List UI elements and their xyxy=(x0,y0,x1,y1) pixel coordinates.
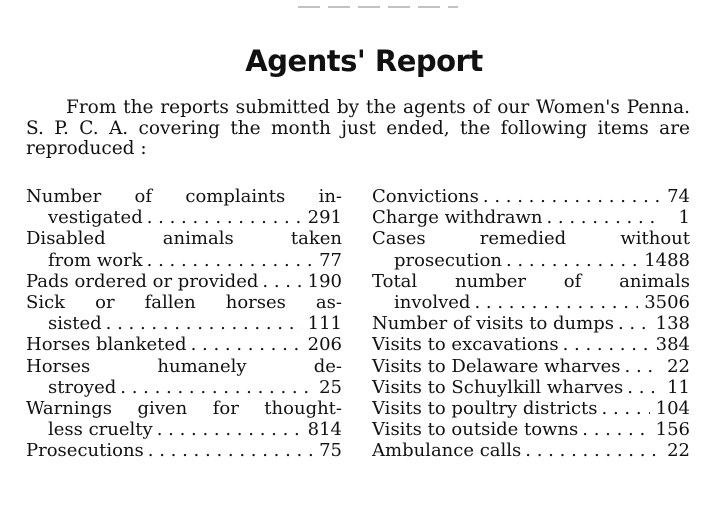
report-item-line xyxy=(372,398,690,419)
report-item-line xyxy=(372,313,690,334)
report-item-label: Disabled animals taken xyxy=(26,228,342,250)
report-item-line xyxy=(372,334,690,355)
report-item-label: Visits to Delaware wharves xyxy=(372,355,621,377)
dot-leader xyxy=(563,334,650,355)
report-item-value: 206 xyxy=(307,334,342,356)
report-item-label: Horses humanely de- xyxy=(26,355,342,377)
dot-leader xyxy=(147,207,302,228)
report-item xyxy=(26,186,342,228)
report-item-label: Prosecutions xyxy=(26,440,144,462)
report-item-line xyxy=(26,334,342,355)
report-title: Agents' Report xyxy=(245,44,483,78)
report-item-label: Cases remedied without xyxy=(372,228,690,250)
report-item-value: 190 xyxy=(307,270,342,292)
dot-leader xyxy=(120,377,312,398)
dot-leader xyxy=(506,250,638,271)
report-item-line xyxy=(372,377,690,398)
report-item-value: 77 xyxy=(319,249,342,271)
report-item-value: 1 xyxy=(678,207,690,229)
report-item-label: Visits to poultry districts xyxy=(372,398,598,420)
dot-leader xyxy=(546,207,660,228)
report-item-value: 22 xyxy=(667,440,690,462)
report-item-line xyxy=(26,207,342,228)
report-item-value: 3506 xyxy=(644,292,690,314)
report-item xyxy=(26,440,342,461)
report-item xyxy=(372,419,690,440)
report-item xyxy=(26,292,342,334)
report-item-label: Charge withdrawn xyxy=(372,207,543,229)
report-item xyxy=(372,313,690,334)
report-item-label: Sick or fallen horses as- xyxy=(26,292,342,314)
report-item-label-cont: vestigated xyxy=(48,207,143,229)
header-rule xyxy=(298,6,458,8)
left-column xyxy=(26,186,342,462)
dot-leader xyxy=(627,377,660,398)
report-item xyxy=(372,377,690,398)
report-item-line xyxy=(372,207,690,228)
dot-leader xyxy=(147,250,312,271)
dot-leader xyxy=(474,292,638,313)
report-item xyxy=(26,398,342,440)
report-item-label: Number of complaints in- xyxy=(26,186,342,207)
report-item xyxy=(26,334,342,355)
right-column xyxy=(372,186,690,462)
report-item-label-cont: prosecution xyxy=(394,249,502,271)
report-item xyxy=(26,228,342,270)
report-item-label: Visits to excavations xyxy=(372,334,559,356)
report-item xyxy=(372,186,690,207)
dot-leader xyxy=(106,313,302,334)
report-item-label: Number of visits to dumps xyxy=(372,313,614,335)
report-item xyxy=(372,356,690,377)
report-item-line xyxy=(372,440,690,461)
dot-leader xyxy=(525,440,660,461)
report-item-label: Total number of animals xyxy=(372,270,690,292)
report-item-value: 104 xyxy=(655,398,690,420)
report-item-label-cont: sisted xyxy=(48,313,102,335)
intro-text: From the reports submitted by the agents of our Women's Penna. S. P. C. A. covering the month just ended, the following items are reproduced : xyxy=(26,97,690,159)
report-item-value: 138 xyxy=(655,313,690,335)
report-item-value: 11 xyxy=(667,376,690,398)
intro-paragraph xyxy=(26,98,690,160)
report-item-value: 1488 xyxy=(644,249,690,271)
dot-leader xyxy=(483,186,660,207)
report-item-value: 74 xyxy=(667,186,690,207)
report-item-line xyxy=(26,271,342,292)
report-item xyxy=(372,228,690,270)
report-item-label-cont: involved xyxy=(394,292,471,314)
report-item-value: 75 xyxy=(319,440,342,462)
report-item-value: 384 xyxy=(655,334,690,356)
report-item-line xyxy=(372,186,690,207)
report-item xyxy=(372,271,690,313)
report-item-label-cont: less cruelty xyxy=(48,419,153,441)
dot-leader xyxy=(602,398,650,419)
report-item xyxy=(372,207,690,228)
report-item-value: 156 xyxy=(655,419,690,441)
report-item xyxy=(372,440,690,461)
report-item-label: Visits to Schuylkill wharves xyxy=(372,376,624,398)
report-item-line xyxy=(372,292,690,313)
report-item xyxy=(26,271,342,292)
report-item-label: Visits to outside towns xyxy=(372,419,579,441)
dot-leader xyxy=(625,356,660,377)
dot-leader xyxy=(262,271,301,292)
report-item-line xyxy=(26,377,342,398)
report-item-value: 25 xyxy=(319,376,342,398)
report-item-line xyxy=(26,250,342,271)
report-item xyxy=(26,356,342,398)
report-item xyxy=(372,334,690,355)
report-item-label-cont: stroyed xyxy=(48,376,117,398)
report-item-value: 291 xyxy=(307,207,342,229)
report-item-value: 111 xyxy=(307,313,342,335)
dot-leader xyxy=(582,419,649,440)
report-item-value: 814 xyxy=(307,419,342,441)
report-item-line xyxy=(372,250,690,271)
report-item-label: Warnings given for thought- xyxy=(26,398,342,420)
report-item-label: Pads ordered or provided xyxy=(26,270,259,292)
report-item-label: Horses blanketed xyxy=(26,334,187,356)
dot-leader xyxy=(191,334,302,355)
report-item-value: 22 xyxy=(667,355,690,377)
report-item-line xyxy=(372,356,690,377)
dot-leader xyxy=(148,440,312,461)
report-item xyxy=(372,398,690,419)
report-item-line xyxy=(26,313,342,334)
dot-leader xyxy=(618,313,650,334)
report-item-label-cont: from work xyxy=(48,249,143,271)
report-item-line xyxy=(372,419,690,440)
report-item-label: Convictions xyxy=(372,186,479,207)
dot-leader xyxy=(157,419,302,440)
report-item-line xyxy=(26,440,342,461)
report-item-line xyxy=(26,419,342,440)
report-item-label: Ambulance calls xyxy=(372,440,522,462)
